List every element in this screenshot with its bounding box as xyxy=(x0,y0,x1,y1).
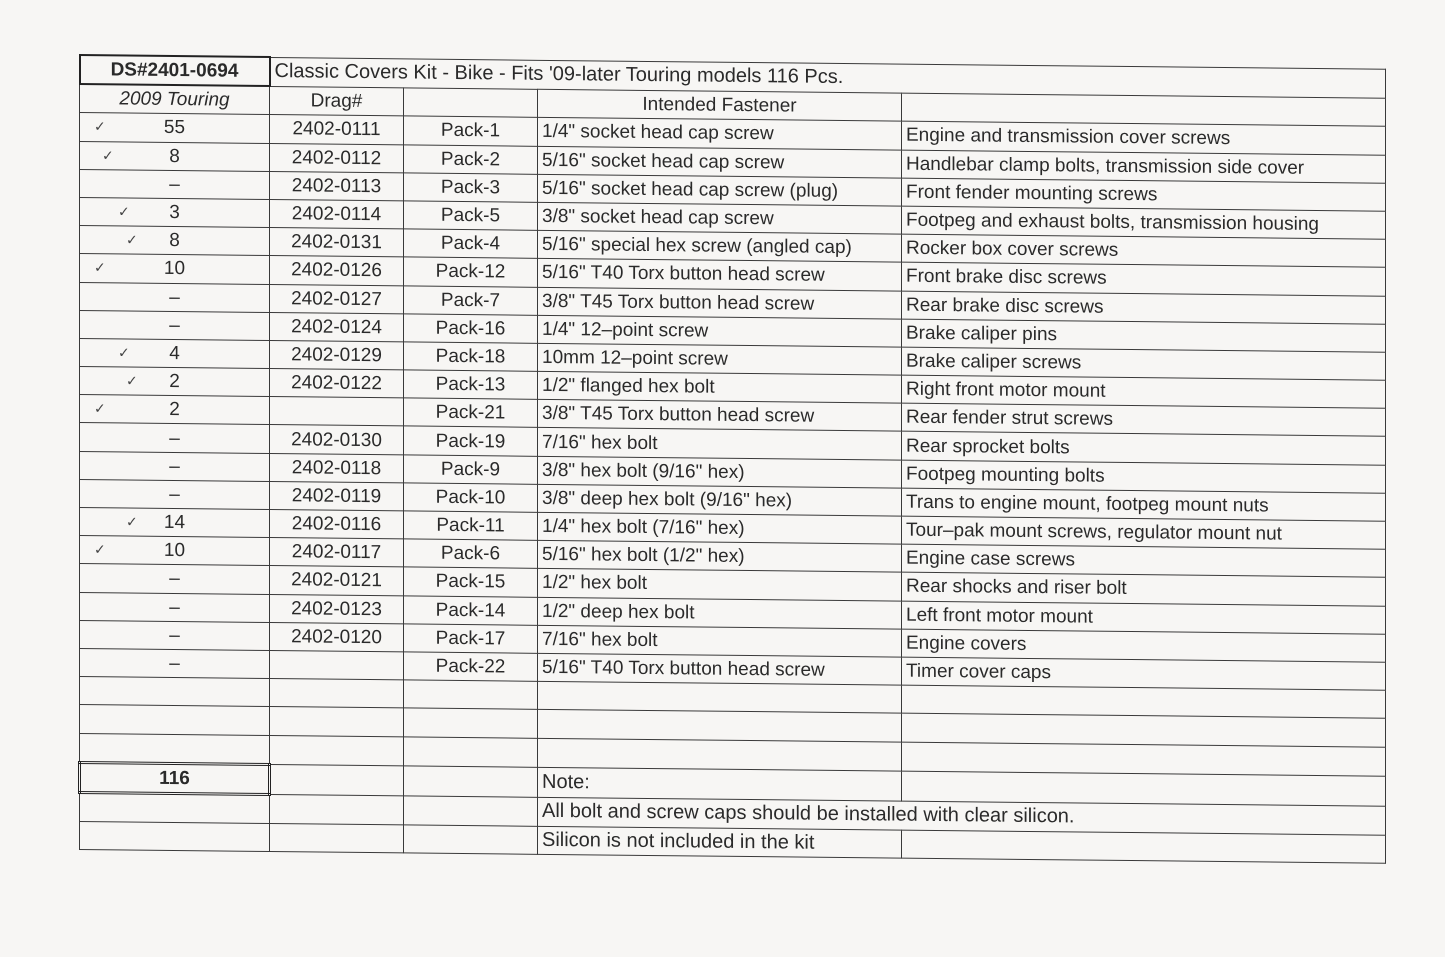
fastener-cell: 1/2" flanged hex bolt xyxy=(538,371,902,403)
qty-value: 8 xyxy=(169,145,180,167)
drag-number-cell: 2402-0111 xyxy=(270,115,404,145)
pack-cell: Pack-18 xyxy=(404,342,538,372)
application-cell: Front brake disc screws xyxy=(902,262,1386,295)
qty-value: – xyxy=(169,624,180,646)
drag-number-cell xyxy=(270,650,404,680)
parts-table xyxy=(78,54,1386,864)
empty-cell xyxy=(270,735,404,766)
qty-cell xyxy=(80,564,270,594)
drag-number-cell: 2402-0113 xyxy=(270,171,404,201)
empty-cell xyxy=(80,822,270,852)
pack-cell: Pack-21 xyxy=(404,398,538,428)
application-cell: Engine and transmission cover screws xyxy=(902,121,1386,154)
empty-cell xyxy=(538,710,902,742)
qty-value: 14 xyxy=(163,511,186,534)
checkmark-icon: ✓ xyxy=(126,372,138,389)
fastener-cell: 1/4" 12–point screw xyxy=(538,315,902,347)
qty-cell xyxy=(80,310,270,340)
checkmark-icon: ✓ xyxy=(94,400,106,417)
pack-cell: Pack-9 xyxy=(404,455,538,485)
checkmark-icon: ✓ xyxy=(126,231,138,248)
checkmark-icon: ✓ xyxy=(118,203,130,220)
drag-number-cell: 2402-0118 xyxy=(270,453,404,483)
empty-cell xyxy=(270,679,404,709)
qty-value: – xyxy=(169,568,180,590)
pack-cell: Pack-6 xyxy=(404,539,538,569)
fastener-cell: 10mm 12–point screw xyxy=(538,343,902,375)
pack-cell: Pack-10 xyxy=(404,483,538,513)
qty-value: – xyxy=(169,314,180,336)
pack-cell: Pack-22 xyxy=(404,652,538,682)
drag-number-cell: 2402-0130 xyxy=(270,425,404,455)
parts-sheet xyxy=(78,54,1388,890)
qty-cell xyxy=(80,648,270,678)
fastener-cell: 3/8" T45 Torx button head screw xyxy=(538,287,902,319)
pack-cell: Pack-2 xyxy=(404,144,538,174)
qty-value: 2 xyxy=(169,399,180,421)
application-cell: Right front motor mount xyxy=(902,375,1386,408)
fastener-cell: 3/8" deep hex bolt (9/16" hex) xyxy=(538,484,902,516)
drag-number-cell xyxy=(270,397,404,427)
drag-number-cell: 2402-0131 xyxy=(270,228,404,258)
application-cell: Tour–pak mount screws, regulator mount nut xyxy=(902,516,1386,549)
qty-value: 8 xyxy=(169,230,180,252)
qty-cell xyxy=(80,197,270,227)
qty-value: 10 xyxy=(163,540,186,562)
application-cell: Footpeg and exhaust bolts, transmission housing xyxy=(902,206,1386,239)
application-cell: Brake caliper pins xyxy=(902,319,1386,352)
drag-number-cell: 2402-0121 xyxy=(270,566,404,596)
application-cell: Brake caliper screws xyxy=(902,347,1386,380)
qty-value: – xyxy=(169,173,180,195)
fastener-cell: 3/8" socket head cap screw xyxy=(538,202,902,234)
drag-number-cell: 2402-0120 xyxy=(270,622,404,652)
qty-cell xyxy=(80,536,270,566)
pack-cell: Pack-3 xyxy=(404,173,538,203)
note-text: Silicon is not included in the kit xyxy=(538,826,902,858)
pack-cell: Pack-15 xyxy=(404,567,538,597)
qty-cell xyxy=(80,508,270,538)
pack-cell: Pack-16 xyxy=(404,314,538,344)
fastener-cell: 5/16" socket head cap screw (plug) xyxy=(538,174,902,206)
empty-cell xyxy=(538,738,902,771)
fastener-cell: 3/8" hex bolt (9/16" hex) xyxy=(538,456,902,488)
pack-cell: Pack-4 xyxy=(404,229,538,259)
qty-cell xyxy=(80,620,270,650)
total-count: 116 xyxy=(80,762,270,794)
qty-value: 3 xyxy=(169,201,180,224)
fastener-cell: 5/16" special hex screw (angled cap) xyxy=(538,230,902,262)
qty-value: 55 xyxy=(163,117,186,139)
drag-number-cell: 2402-0124 xyxy=(270,312,404,342)
document-id: DS#2401-0694 xyxy=(80,55,270,86)
qty-cell xyxy=(80,592,270,622)
pack-cell: Pack-11 xyxy=(404,511,538,541)
application-cell: Rear shocks and riser bolt xyxy=(902,572,1386,605)
fastener-cell: 1/4" hex bolt (7/16" hex) xyxy=(538,512,902,544)
empty-cell xyxy=(270,794,404,825)
drag-number-cell: 2402-0114 xyxy=(270,199,404,229)
drag-number-cell: 2402-0119 xyxy=(270,481,404,511)
application-cell: Rear sprocket bolts xyxy=(902,432,1386,465)
qty-cell xyxy=(80,423,270,453)
pack-cell: Pack-13 xyxy=(404,370,538,400)
application-cell: Engine case screws xyxy=(902,544,1386,577)
empty-cell xyxy=(80,792,270,823)
application-cell: Handlebar clamp bolts, transmission side cover xyxy=(902,150,1386,183)
qty-cell xyxy=(80,141,270,171)
qty-cell xyxy=(80,254,270,284)
drag-number-cell: 2402-0123 xyxy=(270,594,404,624)
note-text: All bolt and screw caps should be installed with clear silicon. xyxy=(538,797,1386,835)
fastener-cell: 7/16" hex bolt xyxy=(538,428,902,460)
drag-number-cell: 2402-0129 xyxy=(270,340,404,370)
checkmark-icon: ✓ xyxy=(126,513,138,530)
drag-number-cell: 2402-0122 xyxy=(270,369,404,399)
qty-cell xyxy=(80,367,270,397)
empty-cell xyxy=(80,733,270,764)
column-header-pack xyxy=(404,88,538,118)
empty-cell xyxy=(404,708,538,738)
qty-cell xyxy=(80,113,270,143)
qty-cell xyxy=(80,169,270,199)
application-cell: Rear fender strut screws xyxy=(902,403,1386,436)
empty-cell xyxy=(404,680,538,710)
fastener-cell: 1/4" socket head cap screw xyxy=(538,118,902,150)
drag-number-cell: 2402-0116 xyxy=(270,510,404,540)
application-cell: Front fender mounting screws xyxy=(902,178,1386,211)
qty-value: – xyxy=(169,286,180,308)
qty-cell xyxy=(80,282,270,312)
empty-cell xyxy=(80,705,270,735)
empty-cell xyxy=(404,796,538,827)
fastener-cell: 1/2" deep hex bolt xyxy=(538,597,902,629)
application-cell: Rear brake disc screws xyxy=(902,291,1386,324)
qty-value: – xyxy=(169,483,180,505)
qty-cell xyxy=(80,226,270,256)
fastener-cell: 5/16" socket head cap screw xyxy=(538,146,902,178)
empty-cell xyxy=(538,681,902,713)
empty-cell xyxy=(902,830,1386,863)
application-cell: Footpeg mounting bolts xyxy=(902,460,1386,493)
qty-cell xyxy=(80,338,270,368)
fastener-cell: 1/2" hex bolt xyxy=(538,569,902,601)
qty-value: 2 xyxy=(169,371,180,393)
note-label: Note: xyxy=(538,767,902,801)
qty-value: – xyxy=(169,596,180,618)
qty-value: 10 xyxy=(163,258,186,280)
drag-number-cell: 2402-0126 xyxy=(270,256,404,286)
fastener-cell: 5/16" T40 Torx button head screw xyxy=(538,653,902,685)
application-cell: Trans to engine mount, footpeg mount nuts xyxy=(902,488,1386,521)
application-cell: Timer cover caps xyxy=(902,657,1386,690)
pack-cell: Pack-7 xyxy=(404,285,538,315)
qty-value: – xyxy=(169,652,180,675)
fastener-cell: 5/16" hex bolt (1/2" hex) xyxy=(538,540,902,572)
qty-value: – xyxy=(169,455,180,477)
checkmark-icon: ✓ xyxy=(94,541,106,558)
drag-number-cell: 2402-0117 xyxy=(270,538,404,568)
fastener-cell: 7/16" hex bolt xyxy=(538,625,902,657)
qty-value: – xyxy=(169,427,180,449)
checkmark-icon: ✓ xyxy=(118,344,130,361)
empty-cell xyxy=(270,764,404,796)
fastener-cell: 5/16" T40 Torx button head screw xyxy=(538,259,902,291)
empty-cell xyxy=(404,736,538,767)
checkmark-icon: ✓ xyxy=(94,118,106,135)
checkmark-icon: ✓ xyxy=(102,146,114,163)
qty-cell xyxy=(80,395,270,425)
pack-cell: Pack-14 xyxy=(404,595,538,625)
empty-cell xyxy=(270,824,404,854)
empty-cell xyxy=(404,766,538,798)
checkmark-icon: ✓ xyxy=(94,259,106,276)
pack-cell: Pack-12 xyxy=(404,257,538,287)
application-cell: Engine covers xyxy=(902,629,1386,662)
column-header-fastener: Intended Fastener xyxy=(538,89,902,121)
qty-value: 4 xyxy=(169,342,180,365)
pack-cell: Pack-17 xyxy=(404,624,538,654)
pack-cell: Pack-19 xyxy=(404,426,538,456)
empty-cell xyxy=(270,707,404,737)
application-cell: Rocker box cover screws xyxy=(902,234,1386,267)
kit-title: Classic Covers Kit - Bike - Fits '09-later Touring models 116 Pcs. xyxy=(270,57,1386,98)
application-cell: Left front motor mount xyxy=(902,601,1386,634)
column-header-drag: Drag# xyxy=(270,86,404,116)
column-header-qty: 2009 Touring xyxy=(80,84,270,115)
qty-cell xyxy=(80,451,270,481)
fastener-cell: 3/8" T45 Torx button head screw xyxy=(538,400,902,432)
empty-cell xyxy=(404,825,538,855)
qty-cell xyxy=(80,479,270,509)
drag-number-cell: 2402-0112 xyxy=(270,143,404,173)
pack-cell: Pack-1 xyxy=(404,116,538,146)
drag-number-cell: 2402-0127 xyxy=(270,284,404,314)
empty-cell xyxy=(80,677,270,707)
pack-cell: Pack-5 xyxy=(404,201,538,231)
